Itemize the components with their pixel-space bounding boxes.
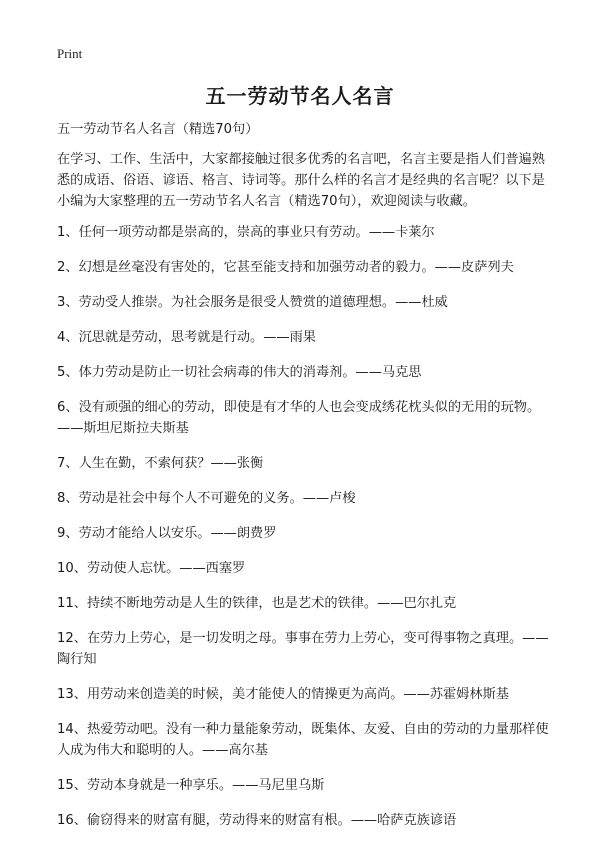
quote-item: 10、劳动使人忘忧。——西塞罗 bbox=[57, 561, 246, 576]
quote-item: 1、任何一项劳动都是崇高的，崇高的事业只有劳动。——卡莱尔 bbox=[57, 225, 435, 240]
quote-item: 4、沉思就是劳动，思考就是行动。——雨果 bbox=[57, 330, 316, 345]
article-intro: 在学习、工作、生活中，大家都接触过很多优秀的名言吧，名言主要是指人们普遍熟悉的成语、俗语、谚语、格言、诗词等。那什么样的名言才是经典的名言呢？以下是小编为大家整理的五一劳动节名人名言（精选70句），欢迎阅读与收藏。 bbox=[57, 152, 545, 209]
quote-item: 6、没有顽强的细心的劳动，即使是有才华的人也会变成绣花枕头似的无用的玩物。——斯坦尼斯拉夫斯基 bbox=[57, 400, 541, 436]
quote-item: 15、劳动本身就是一种享乐。——马尼里乌斯 bbox=[57, 778, 325, 793]
quote-item: 3、劳动受人推崇。为社会服务是很受人赞赏的道德理想。——杜威 bbox=[57, 295, 448, 310]
quote-item: 7、人生在勤，不索何获？——张衡 bbox=[57, 456, 264, 471]
quote-item: 12、在劳力上劳心，是一切发明之母。事事在劳力上劳心，变可得事物之真理。——陶行知 bbox=[57, 631, 549, 667]
quote-item: 16、偷窃得来的财富有腿，劳动得来的财富有根。——哈萨克族谚语 bbox=[57, 813, 457, 828]
print-link[interactable]: Print bbox=[57, 46, 83, 61]
quote-item: 8、劳动是社会中每个人不可避免的义务。——卢梭 bbox=[57, 491, 356, 506]
article-subtitle: 五一劳动节名人名言（精选70句） bbox=[57, 122, 259, 137]
quote-item: 2、幻想是丝毫没有害处的，它甚至能支持和加强劳动者的毅力。——皮萨列夫 bbox=[57, 260, 514, 275]
article-body bbox=[57, 119, 549, 845]
quote-item: 5、体力劳动是防止一切社会病毒的伟大的消毒剂。——马克思 bbox=[57, 365, 422, 380]
quote-item: 14、热爱劳动吧。没有一种力量能象劳动，既集体、友爱、自由的劳动的力量那样使人成为伟大和聪明的人。——高尔基 bbox=[57, 722, 549, 758]
quote-item: 11、持续不断地劳动是人生的铁律，也是艺术的铁律。——巴尔扎克 bbox=[57, 596, 457, 611]
page-title: 五一劳动节名人名言 bbox=[205, 84, 395, 108]
quote-item: 9、劳动才能给人以安乐。——朗费罗 bbox=[57, 526, 277, 541]
quote-item: 13、用劳动来创造美的时候，美才能使人的情操更为高尚。——苏霍姆林斯基 bbox=[57, 687, 509, 702]
